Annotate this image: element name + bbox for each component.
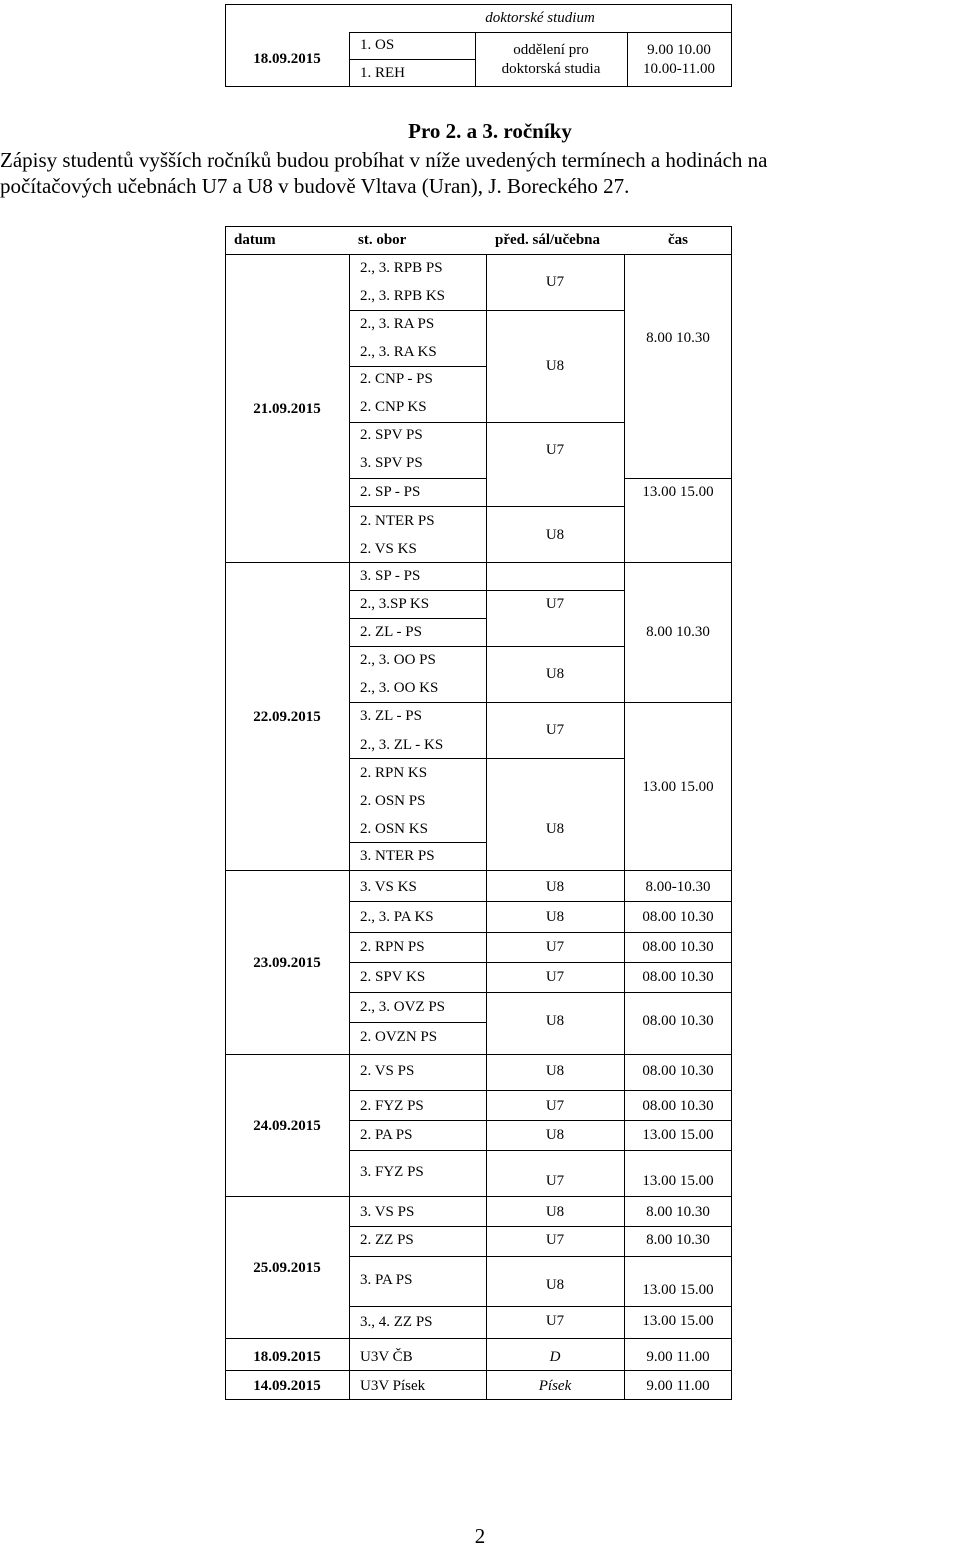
date-cell: 22.09.2015 bbox=[253, 709, 321, 725]
top-table-date: 18.09.2015 bbox=[253, 51, 321, 67]
field-cell: 3. FYZ PS bbox=[360, 1164, 424, 1180]
room-cell: U8 bbox=[545, 358, 565, 374]
room-cell: U7 bbox=[545, 939, 565, 955]
top-table-field: 1. REH bbox=[360, 65, 405, 81]
room-cell: U8 bbox=[545, 879, 565, 895]
field-cell: 3., 4. ZZ PS bbox=[360, 1314, 433, 1330]
field-cell: 3. SP - PS bbox=[360, 568, 421, 584]
date-cell: 23.09.2015 bbox=[253, 955, 321, 971]
field-cell: 2., 3. RPB PS bbox=[360, 260, 443, 276]
field-cell: U3V Písek bbox=[360, 1378, 426, 1394]
col-header-room: před. sál/učebna bbox=[495, 232, 601, 248]
field-cell: 2. ZZ PS bbox=[360, 1232, 414, 1248]
top-table-place: oddělení pro bbox=[513, 42, 589, 58]
field-cell: 2., 3. PA KS bbox=[360, 909, 434, 925]
time-cell: 8.00 10.30 bbox=[646, 1232, 710, 1248]
room-cell: U7 bbox=[545, 1232, 565, 1248]
room-cell: U7 bbox=[545, 969, 565, 985]
field-cell: 2., 3. OO PS bbox=[360, 652, 436, 668]
field-cell: 2. CNP - PS bbox=[360, 371, 433, 387]
field-cell: 2. RPN PS bbox=[360, 939, 425, 955]
time-cell: 13.00 15.00 bbox=[642, 1127, 714, 1143]
field-cell: 2., 3. RPB KS bbox=[360, 288, 446, 304]
date-cell: 24.09.2015 bbox=[253, 1118, 321, 1134]
field-cell: 3. VS KS bbox=[360, 879, 417, 895]
field-cell: 2. OSN KS bbox=[360, 821, 428, 837]
date-cell: 21.09.2015 bbox=[253, 401, 321, 417]
time-cell: 13.00 15.00 bbox=[642, 484, 714, 500]
room-cell: U7 bbox=[545, 722, 565, 738]
time-cell: 9.00 11.00 bbox=[646, 1378, 710, 1394]
field-cell: 2. SP - PS bbox=[360, 484, 421, 500]
top-table-time: 9.00 10.00 bbox=[647, 42, 711, 58]
field-cell: 2. RPN KS bbox=[360, 765, 428, 781]
room-cell: U8 bbox=[545, 1013, 565, 1029]
room-cell: D bbox=[549, 1349, 561, 1365]
room-cell: U7 bbox=[545, 274, 565, 290]
top-table-field: 1. OS bbox=[360, 37, 395, 53]
field-cell: 2., 3. OO KS bbox=[360, 680, 439, 696]
room-cell: U8 bbox=[545, 666, 565, 682]
top-table-place: doktorská studia bbox=[501, 61, 601, 77]
intro-line: počítačových učebnách U7 a U8 v budově Vltava (Uran), J. Boreckého 27. bbox=[0, 174, 630, 198]
room-cell: U8 bbox=[545, 1204, 565, 1220]
field-cell: 2. VS PS bbox=[360, 1063, 415, 1079]
room-cell: U8 bbox=[545, 1277, 565, 1293]
room-cell: U7 bbox=[545, 596, 565, 612]
room-cell: U7 bbox=[545, 1173, 565, 1189]
field-cell: 2. ZL - PS bbox=[360, 624, 422, 640]
col-header-field: st. obor bbox=[358, 232, 407, 248]
time-cell: 8.00-10.30 bbox=[645, 879, 711, 895]
time-cell: 08.00 10.30 bbox=[642, 1098, 714, 1114]
page-heading: Pro 2. a 3. ročníky bbox=[408, 119, 572, 143]
col-header-time: čas bbox=[668, 232, 688, 248]
room-cell: U7 bbox=[545, 1098, 565, 1114]
field-cell: 3. SPV PS bbox=[360, 455, 423, 471]
time-cell: 13.00 15.00 bbox=[642, 779, 714, 795]
time-cell: 8.00 10.30 bbox=[646, 330, 710, 346]
field-cell: 2. SPV PS bbox=[360, 427, 423, 443]
field-cell: U3V ČB bbox=[360, 1349, 413, 1365]
field-cell: 2. OVZN PS bbox=[360, 1029, 438, 1045]
room-cell: U8 bbox=[545, 1063, 565, 1079]
field-cell: 3. PA PS bbox=[360, 1272, 413, 1288]
room-cell: U8 bbox=[545, 909, 565, 925]
field-cell: 3. VS PS bbox=[360, 1204, 415, 1220]
date-cell: 18.09.2015 bbox=[253, 1349, 321, 1365]
date-cell: 14.09.2015 bbox=[253, 1378, 321, 1394]
field-cell: 2. CNP KS bbox=[360, 399, 427, 415]
page-number: 2 bbox=[474, 1524, 486, 1548]
time-cell: 08.00 10.30 bbox=[642, 909, 714, 925]
field-cell: 2. SPV KS bbox=[360, 969, 426, 985]
time-cell: 08.00 10.30 bbox=[642, 939, 714, 955]
field-cell: 2. OSN PS bbox=[360, 793, 426, 809]
time-cell: 08.00 10.30 bbox=[642, 969, 714, 985]
date-cell: 25.09.2015 bbox=[253, 1260, 321, 1276]
field-cell: 2., 3. ZL - KS bbox=[360, 737, 444, 753]
field-cell: 2., 3. OVZ PS bbox=[360, 999, 446, 1015]
room-cell: U8 bbox=[545, 527, 565, 543]
field-cell: 2. FYZ PS bbox=[360, 1098, 424, 1114]
col-header-date: datum bbox=[234, 232, 276, 248]
top-table-time: 10.00-11.00 bbox=[643, 61, 715, 77]
field-cell: 3. ZL - PS bbox=[360, 708, 422, 724]
field-cell: 2. PA PS bbox=[360, 1127, 413, 1143]
time-cell: 13.00 15.00 bbox=[642, 1313, 714, 1329]
top-table-header: doktorské studium bbox=[485, 10, 595, 26]
field-cell: 2., 3. RA PS bbox=[360, 316, 435, 332]
intro-line: Zápisy studentů vyšších ročníků budou probíhat v níže uvedených termínech a hodinách na bbox=[0, 148, 768, 172]
room-cell: U8 bbox=[545, 821, 565, 837]
field-cell: 2. VS KS bbox=[360, 541, 417, 557]
room-cell: U8 bbox=[545, 1127, 565, 1143]
time-cell: 08.00 10.30 bbox=[642, 1013, 714, 1029]
field-cell: 2., 3. RA KS bbox=[360, 344, 437, 360]
time-cell: 8.00 10.30 bbox=[646, 1204, 710, 1220]
time-cell: 9.00 11.00 bbox=[646, 1349, 710, 1365]
field-cell: 2., 3.SP KS bbox=[360, 596, 430, 612]
field-cell: 2. NTER PS bbox=[360, 513, 435, 529]
field-cell: 3. NTER PS bbox=[360, 848, 435, 864]
time-cell: 08.00 10.30 bbox=[642, 1063, 714, 1079]
room-cell: U7 bbox=[545, 442, 565, 458]
time-cell: 13.00 15.00 bbox=[642, 1282, 714, 1298]
room-cell: Písek bbox=[538, 1378, 572, 1394]
time-cell: 8.00 10.30 bbox=[646, 624, 710, 640]
room-cell: U7 bbox=[545, 1313, 565, 1329]
time-cell: 13.00 15.00 bbox=[642, 1173, 714, 1189]
